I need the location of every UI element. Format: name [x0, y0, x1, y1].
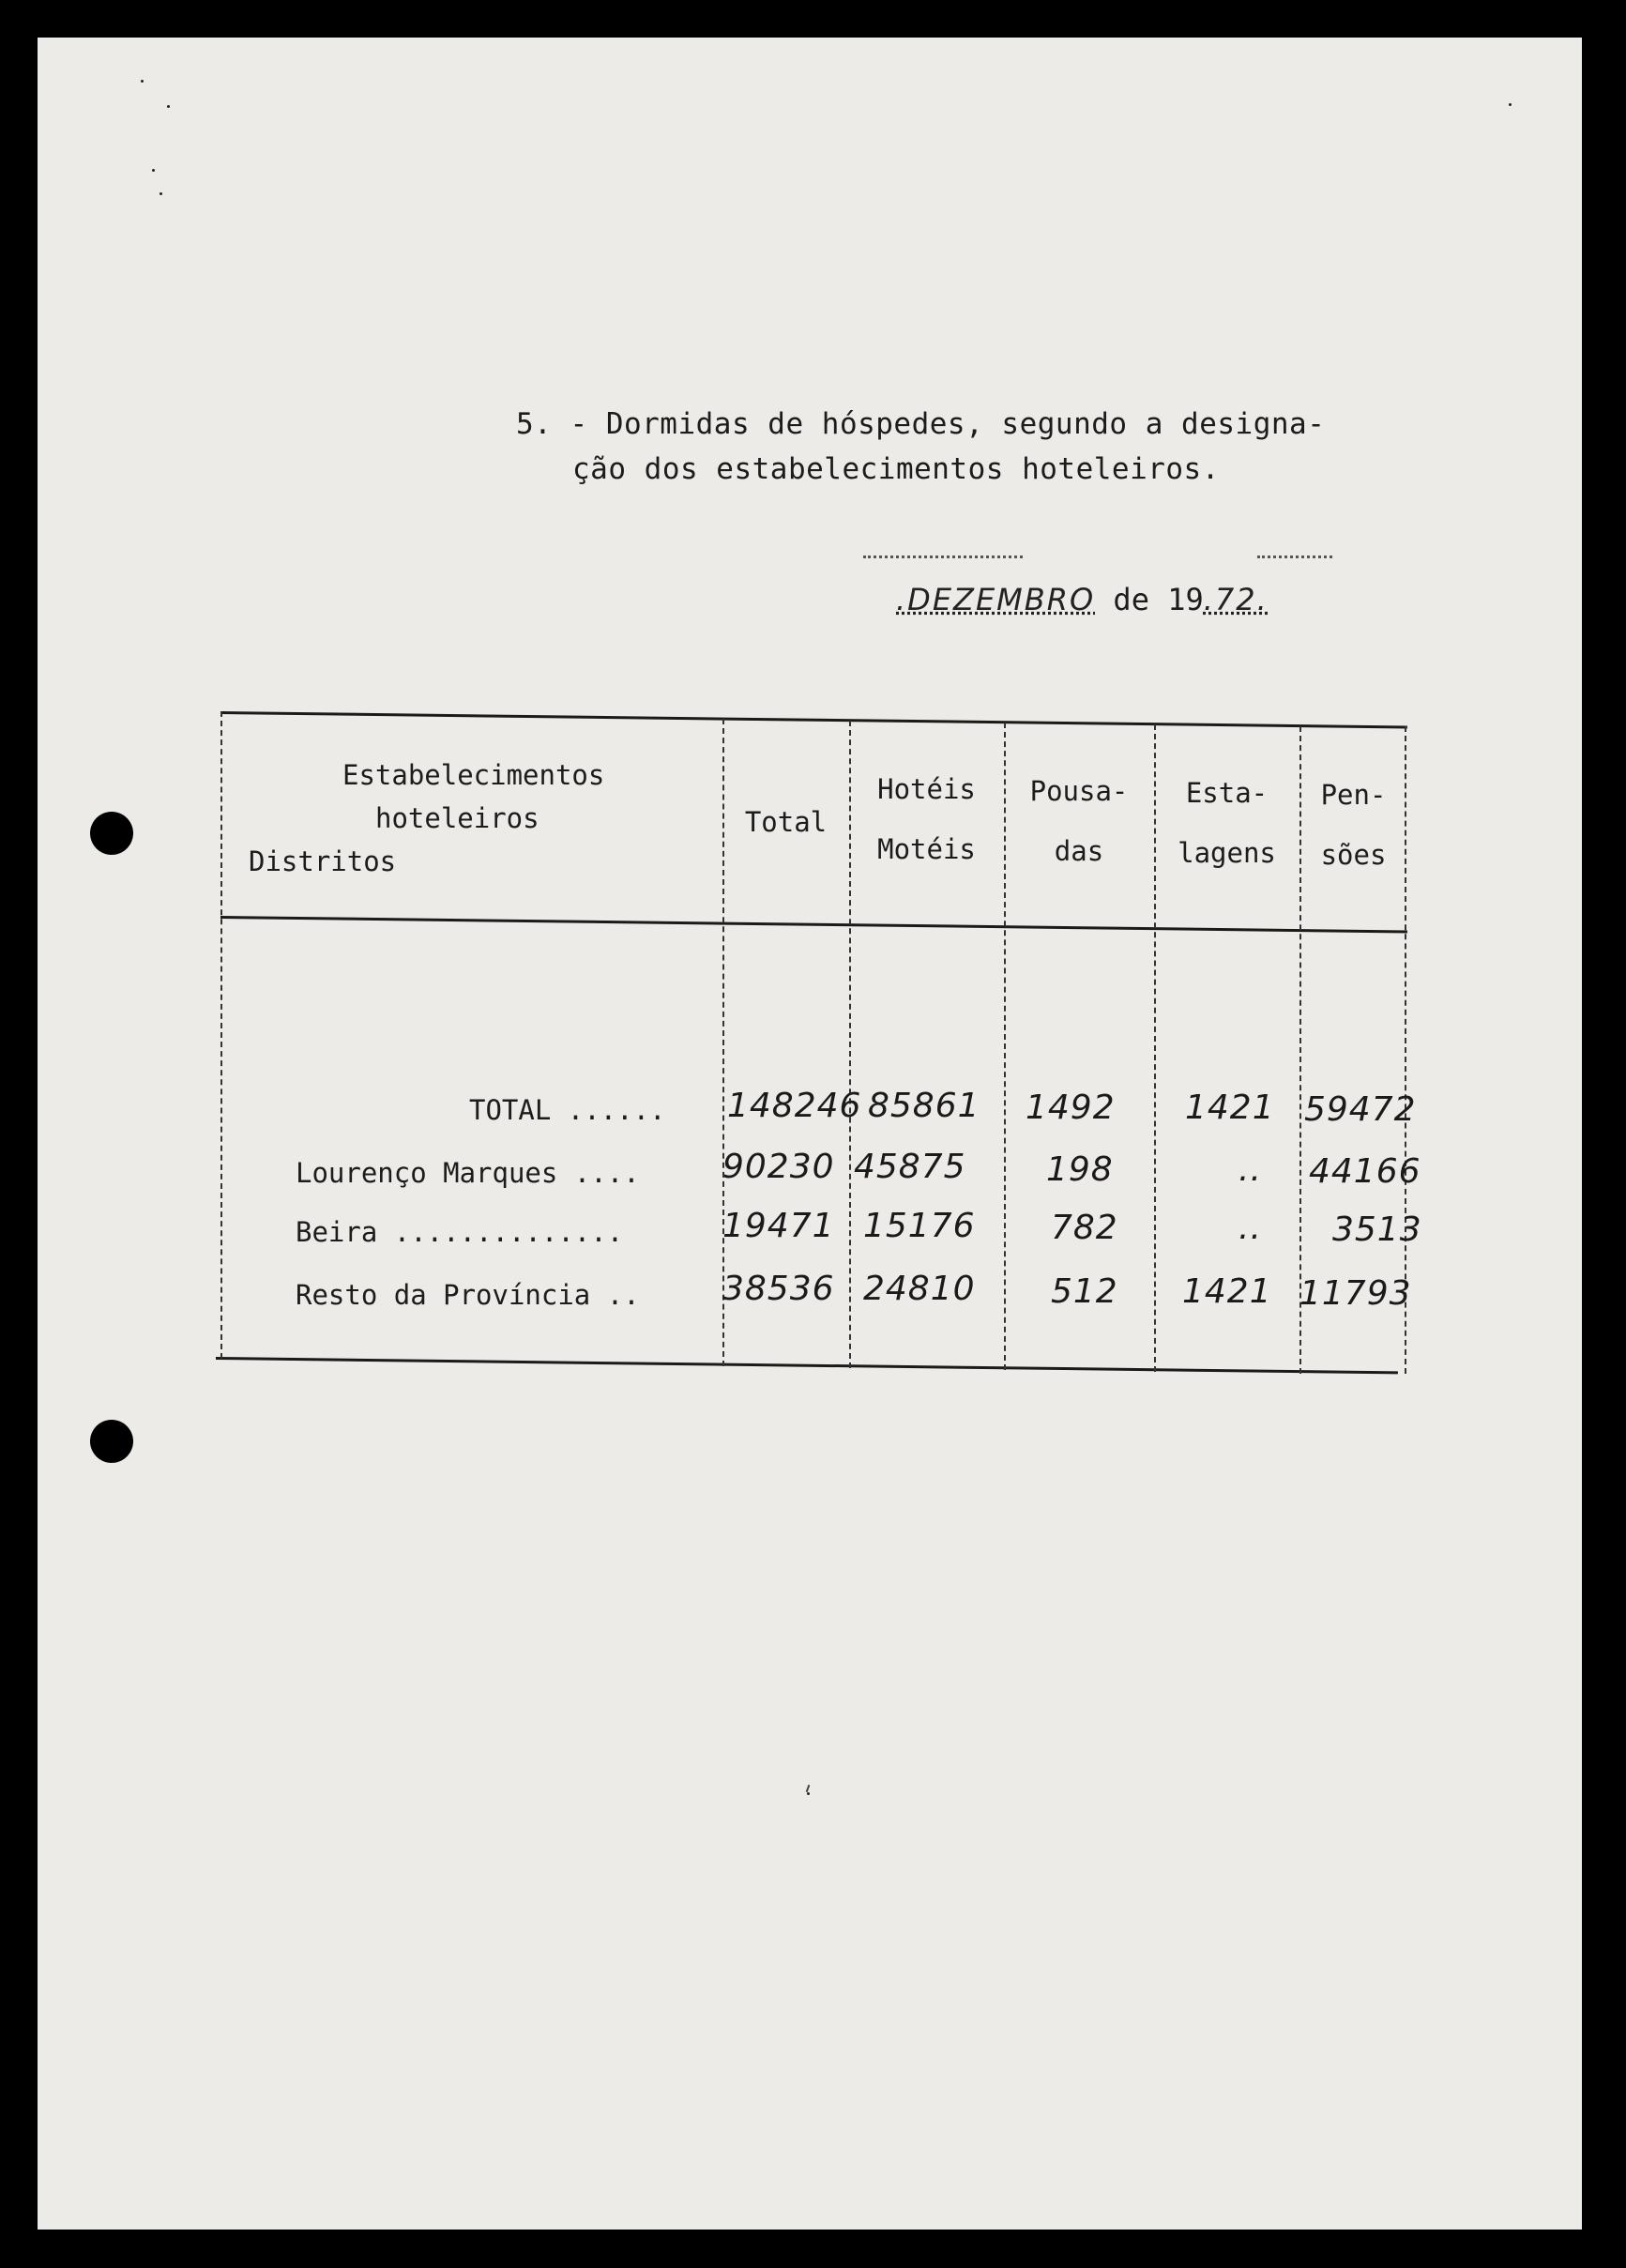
column-divider-hoteis [849, 721, 851, 1368]
cell-beira-hoteis: 15176 [863, 1207, 976, 1245]
cell-resto-total: 38536 [722, 1270, 835, 1308]
cell-lourenco-marques-pousadas: 198 [1046, 1150, 1114, 1189]
row-label-lourenco-marques: Lourenço Marques .... [296, 1157, 640, 1189]
date-fill-guide-month [863, 556, 1023, 560]
cell-resto-pensoes: 11793 [1299, 1274, 1412, 1313]
speck-mark [152, 169, 155, 172]
header-estalagens-line-2: lagens [1178, 837, 1276, 869]
cell-lourenco-marques-estalagens: .. [1238, 1150, 1262, 1189]
header-stub-line-3: Distritos [249, 845, 397, 877]
binder-hole-top [90, 812, 133, 855]
cell-resto-pousadas: 512 [1051, 1272, 1118, 1311]
table-heading [516, 402, 1407, 492]
date-year-prefix: de 19 [1113, 582, 1204, 617]
cell-resto-hoteis: 24810 [863, 1270, 976, 1308]
cell-beira-total: 19471 [722, 1207, 835, 1245]
header-estalagens [1159, 771, 1295, 875]
row-label-resto-da-provincia: Resto da Província .. [296, 1279, 640, 1311]
header-estalagens-line-1: Esta- [1185, 777, 1269, 809]
heading-line-2: ção dos estabelecimentos hoteleiros. [572, 452, 1220, 486]
cell-total-total: 148246 [727, 1087, 862, 1125]
cell-total-estalagens: 1421 [1185, 1088, 1275, 1127]
header-stub-line-1: Estabelecimentos [342, 759, 605, 791]
table-left-border [220, 711, 222, 1359]
cell-lourenco-marques-hoteis: 45875 [854, 1148, 966, 1186]
header-total: Total [744, 806, 828, 838]
header-hoteis [854, 768, 999, 871]
column-divider-pousadas [1004, 723, 1006, 1370]
header-stub-line-2: hoteleiros [375, 802, 539, 834]
cell-lourenco-marques-total: 90230 [722, 1148, 835, 1186]
date-fill-guide-year [1257, 556, 1332, 560]
cell-total-pousadas: 1492 [1026, 1088, 1116, 1127]
cell-beira-pensoes: 3513 [1332, 1210, 1422, 1249]
header-pensoes-line-2: sões [1320, 839, 1387, 871]
speck-mark [167, 105, 170, 108]
heading-line-1: 5. - Dormidas de hóspedes, segundo a designa- [516, 407, 1326, 441]
header-pensoes-line-1: Pen- [1320, 779, 1387, 811]
date-line [896, 582, 1269, 617]
cell-resto-estalagens: 1421 [1182, 1272, 1272, 1311]
row-label-total: TOTAL ...... [469, 1094, 666, 1126]
speck-mark [141, 80, 144, 83]
speck-mark [807, 1792, 810, 1795]
column-divider-estalagens [1154, 724, 1156, 1372]
header-pousadas-line-1: Pousa- [1029, 775, 1129, 807]
header-stub [249, 753, 690, 883]
handwritten-year: .72. [1203, 582, 1269, 617]
row-label-beira: Beira .............. [296, 1216, 624, 1248]
cell-total-hoteis: 85861 [868, 1087, 980, 1125]
cell-total-pensoes: 59472 [1304, 1090, 1417, 1129]
cell-beira-pousadas: 782 [1051, 1209, 1118, 1247]
table-top-rule [220, 711, 1407, 728]
document-page [38, 38, 1582, 2230]
table-header-rule [220, 916, 1407, 933]
cell-beira-estalagens: .. [1238, 1209, 1262, 1247]
table-bottom-rule [216, 1357, 1398, 1374]
header-hoteis-line-2: Motéis [877, 833, 976, 865]
cell-lourenco-marques-pensoes: 44166 [1309, 1152, 1421, 1191]
header-pousadas [1009, 769, 1149, 873]
stray-pen-mark [806, 1785, 811, 1792]
speck-mark [1509, 103, 1512, 106]
speck-mark [160, 192, 162, 195]
binder-hole-bottom [90, 1420, 133, 1463]
header-pensoes [1304, 773, 1403, 876]
data-table [220, 711, 1422, 1385]
header-hoteis-line-1: Hotéis [877, 773, 976, 805]
header-pousadas-line-2: das [1054, 835, 1104, 867]
handwritten-month: .DEZEMBRO [896, 582, 1096, 617]
